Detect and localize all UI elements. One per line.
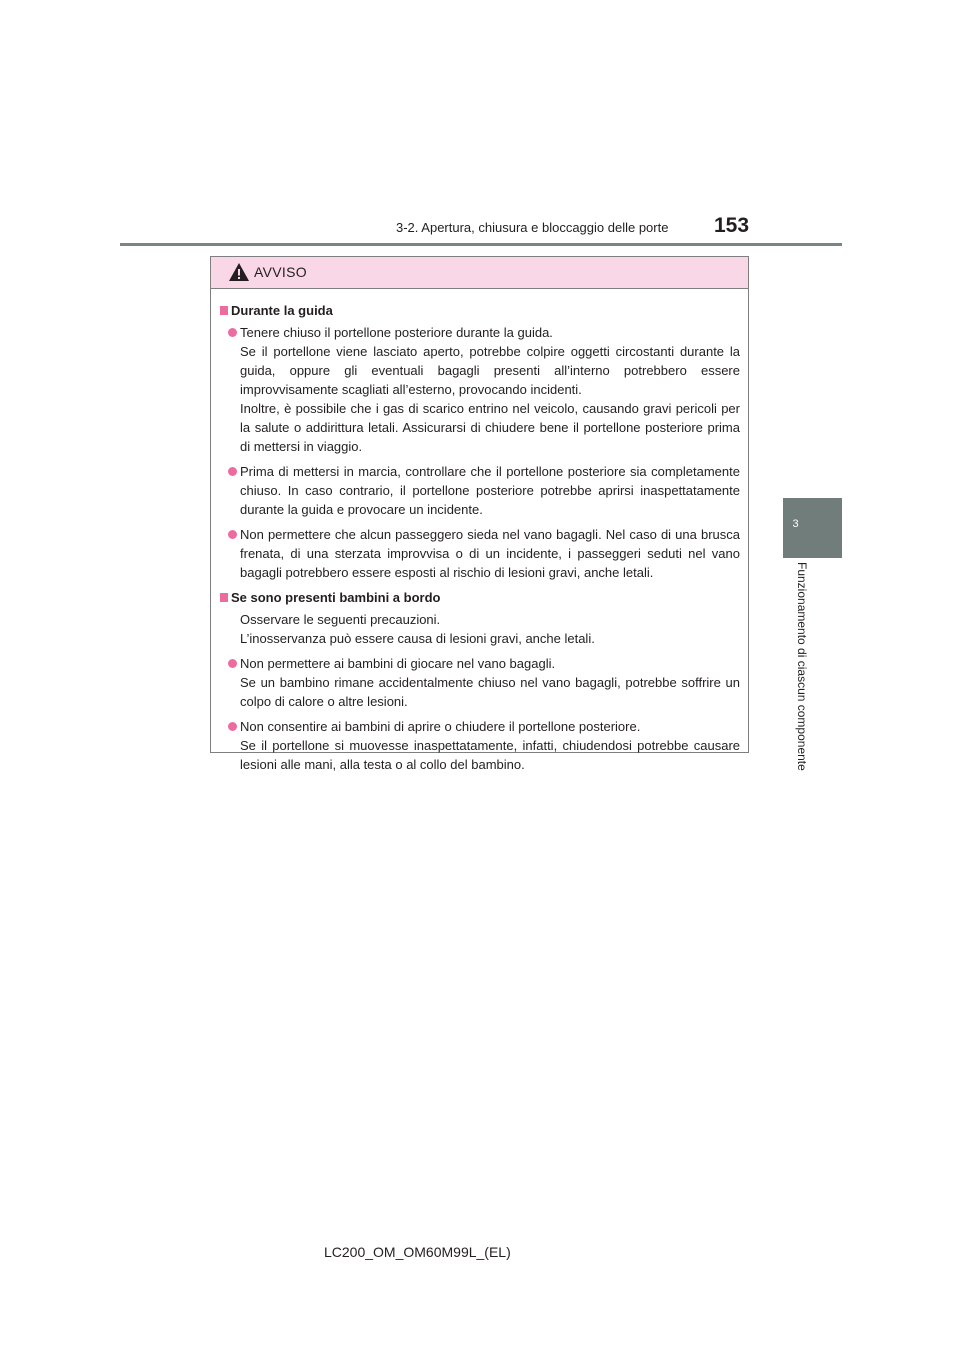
chapter-title: Funzionamento di ciascun componente bbox=[795, 562, 809, 771]
warning-item bbox=[220, 654, 740, 711]
warning-triangle-icon bbox=[228, 262, 250, 282]
chapter-number: 3 bbox=[792, 518, 799, 530]
dot-bullet-icon bbox=[228, 722, 237, 731]
header-rule bbox=[120, 243, 842, 246]
item-paragraph: Tenere chiuso il portellone posteriore durante la guida. bbox=[240, 325, 553, 340]
section-heading-text: Se sono presenti bambini a bordo bbox=[231, 590, 441, 605]
section-heading bbox=[220, 301, 740, 320]
warning-body bbox=[211, 289, 748, 774]
intro-line: L’inosservanza può essere causa di lesioni gravi, anche letali. bbox=[240, 631, 595, 646]
section-heading bbox=[220, 588, 740, 607]
square-bullet-icon bbox=[220, 593, 228, 602]
dot-bullet-icon bbox=[228, 467, 237, 476]
dot-bullet-icon bbox=[228, 659, 237, 668]
warning-item bbox=[220, 717, 740, 774]
dot-bullet-icon bbox=[228, 530, 237, 539]
item-paragraph: Inoltre, è possibile che i gas di scarico entrino nel veicolo, causando gravi pericoli per la salute o addirittura letali. Assicurarsi di chiudere bene il portellone posteriore prima di mettersi in viaggio. bbox=[240, 401, 740, 454]
item-paragraph: Se il portellone si muovesse inaspettatamente, infatti, chiudendosi potrebbe causare lesioni alle mani, alla testa o al collo del bambino. bbox=[240, 738, 740, 772]
item-paragraph: Prima di mettersi in marcia, controllare che il portellone posteriore sia completamente chiuso. In caso contrario, il portellone posteriore potrebbe aprirsi inaspettatamente durante la guida e provocare un incidente. bbox=[240, 464, 740, 517]
section-heading-text: Durante la guida bbox=[231, 303, 333, 318]
chapter-side-label bbox=[792, 562, 812, 772]
document-code: LC200_OM_OM60M99L_(EL) bbox=[324, 1244, 511, 1260]
item-paragraph: Se il portellone viene lasciato aperto, potrebbe colpire oggetti circostanti durante la guida, oppure gli eventuali bagagli presenti all’interno potrebbero essere improvvisamente scagliati all’esterno, provocando incidenti. bbox=[240, 344, 740, 397]
warning-title: AVVISO bbox=[254, 264, 307, 280]
dot-bullet-icon bbox=[228, 328, 237, 337]
warning-item bbox=[220, 525, 740, 582]
warning-header bbox=[211, 257, 748, 289]
item-paragraph: Non permettere che alcun passeggero sieda nel vano bagagli. Nel caso di una brusca frenata, di una sterzata improvvisa o di un incidente, i passeggeri seduti nel vano bagagli potrebbero essere esposti al rischio di lesioni gravi, anche letali. bbox=[240, 527, 740, 580]
square-bullet-icon bbox=[220, 306, 228, 315]
item-paragraph: Se un bambino rimane accidentalmente chiuso nel vano bagagli, potrebbe soffrire un colpo di calore o altre lesioni. bbox=[240, 675, 740, 709]
page-number: 153 bbox=[714, 214, 750, 237]
item-paragraph: Non consentire ai bambini di aprire o chiudere il portellone posteriore. bbox=[240, 719, 641, 734]
warning-item bbox=[220, 323, 740, 456]
warning-item bbox=[220, 462, 740, 519]
section-title: 3-2. Apertura, chiusura e bloccaggio delle porte bbox=[396, 220, 669, 235]
section-intro bbox=[220, 610, 740, 648]
warning-box bbox=[210, 256, 749, 772]
chapter-tab bbox=[783, 498, 842, 558]
intro-line: Osservare le seguenti precauzioni. bbox=[240, 612, 441, 627]
item-paragraph: Non permettere ai bambini di giocare nel vano bagagli. bbox=[240, 656, 556, 671]
